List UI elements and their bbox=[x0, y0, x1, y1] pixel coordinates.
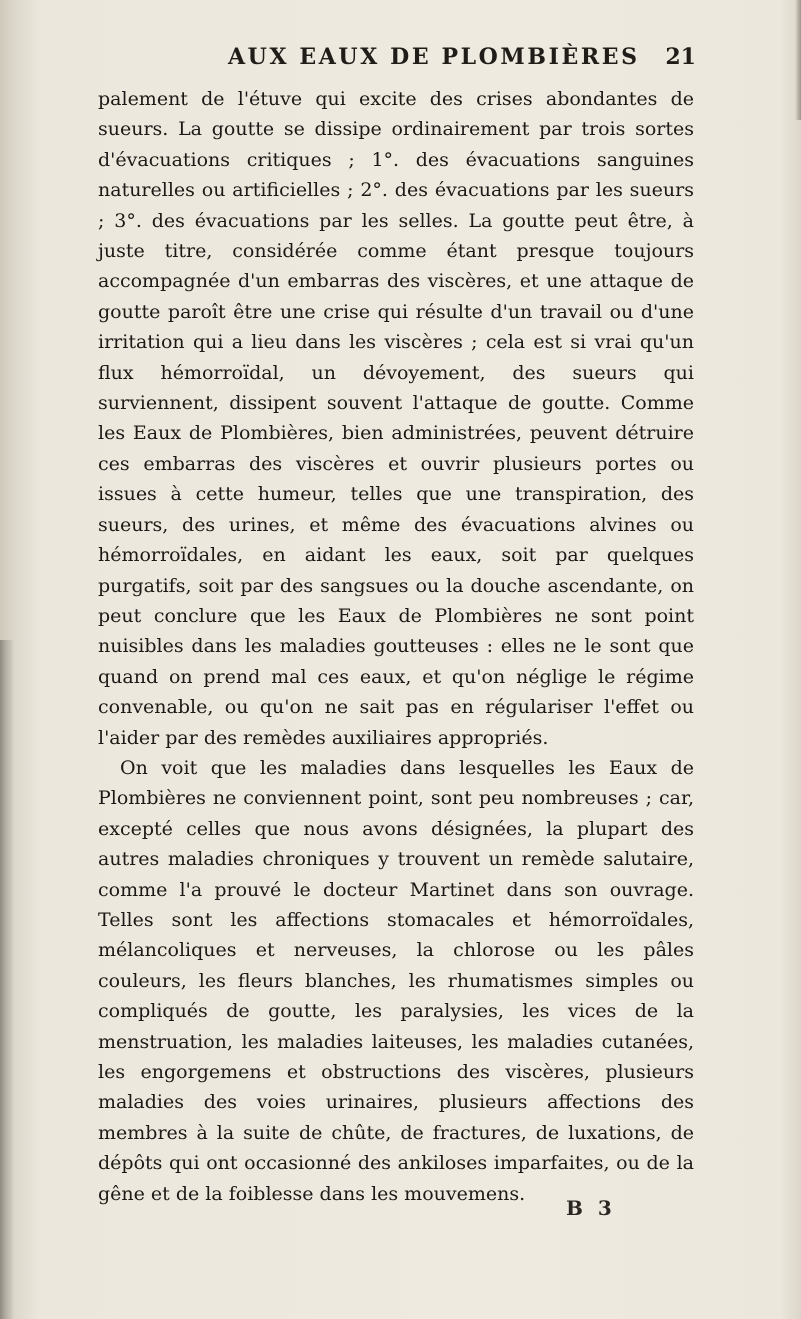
body-text bbox=[98, 84, 694, 1209]
running-head bbox=[98, 44, 694, 78]
paragraph-2: On voit que les maladies dans lesquelles les Eaux de Plombières ne conviennent point, sont peu nombreuses ; car, excepté celles que nous avons désignées, la plupart des autres maladies chroniques y trouvent un remède salutaire, comme l'a prouvé le docteur Martinet dans son ouvrage. Telles sont les affections stomacales et hémorroïdales, mélancoliques et nerveuses, la chlorose ou les pâles couleurs, les fleurs blanches, les rhumatismes simples ou compliqués de goutte, les paralysies, les vices de la menstruation, les maladies laiteuses, les maladies cutanées, les engorgemens et obstructions des viscères, plusieurs maladies des voies urinaires, plusieurs affections des membres à la suite de chûte, de fractures, de luxations, de dépôts qui ont occasionné des ankiloses imparfaites, ou de la gêne et de la foiblesse dans les mouvemens. bbox=[98, 756, 694, 1205]
page-edge-shadow bbox=[795, 0, 801, 120]
page-number: 21 bbox=[665, 44, 696, 70]
paragraph-1: palement de l'étuve qui excite des crises abondantes de sueurs. La goutte se dissipe ordinairement par trois sortes d'évacuations critiques ; 1°. des évacuations sanguines naturelles ou artificielles ; 2°. des évacuations par les sueurs ; 3°. des évacuations par les selles. La goutte peut être, à juste titre, considérée comme étant presque toujours accompagnée d'un embarras des viscères, et une attaque de goutte paroît être une crise qui résulte d'un travail ou d'une irritation qui a lieu dans les viscères ; cela est si vrai qu'un flux hémorroïdal, un dévoyement, des sueurs qui surviennent, dissipent souvent l'attaque de goutte. Comme les Eaux de Plombières, bien administrées, peuvent détruire ces embarras des viscères et ouvrir plusieurs portes ou issues à cette humeur, telles que une transpiration, des sueurs, des urines, et même des évacuations alvines ou hémorroïdales, en aidant les eaux, soit par quelques purgatifs, soit par des sangsues ou la douche ascendante, on peut conclure que les Eaux de Plombières ne sont point nuisibles dans les maladies goutteuses : elles ne le sont que quand on prend mal ces eaux, et qu'on néglige le régime convenable, ou qu'on ne sait pas en régulariser l'effet ou l'aider par des remèdes auxiliaires appropriés. bbox=[98, 88, 694, 749]
binding-shadow bbox=[0, 640, 14, 1319]
running-title: AUX EAUX DE PLOMBIÈRES bbox=[228, 44, 640, 70]
signature-mark: B 3 bbox=[566, 1196, 616, 1220]
